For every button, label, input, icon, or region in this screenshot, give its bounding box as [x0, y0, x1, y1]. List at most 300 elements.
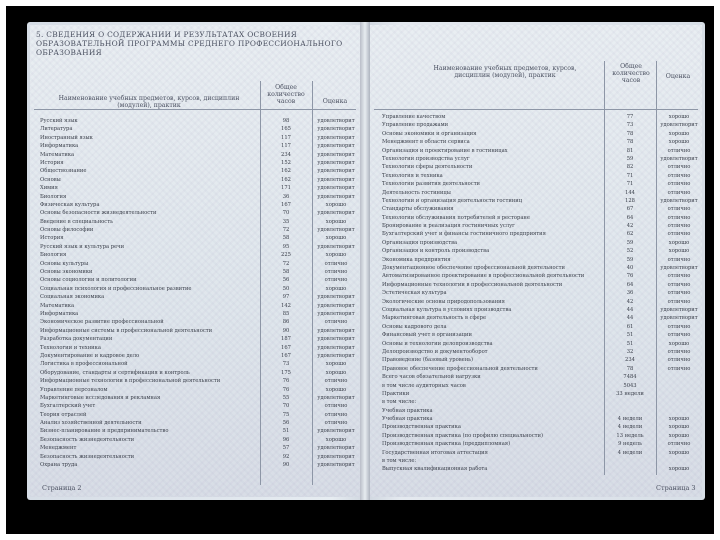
grade-cell: удовлетворит [317, 294, 355, 301]
subject-cell: Бухгалтерский учет и финансы гостиничного предприятия [382, 231, 546, 238]
grade-cell: отлично [667, 281, 691, 288]
table-row [30, 167, 360, 175]
hours-cell: 67 [626, 206, 634, 213]
hours-cell: 152 [281, 159, 291, 166]
hours-cell: 76 [626, 273, 634, 280]
hours-cell: 5043 [623, 382, 637, 389]
grade-cell: хорошо [325, 235, 347, 242]
table-header-rule [34, 109, 356, 110]
subject-cell: в том числе аудиторных часов [382, 382, 466, 389]
grade-cell: отлично [667, 172, 691, 179]
subject-cell: Правовое обеспечение профессиональной деятельности [382, 365, 538, 372]
table-row [30, 394, 360, 402]
table-row [370, 197, 702, 205]
grade-cell: отлично [667, 147, 691, 154]
subject-cell: Организация и контроль производства [382, 248, 490, 255]
diploma-supplement-spread [27, 22, 705, 500]
subject-cell: Русский язык и культура речи [40, 243, 125, 250]
subject-cell: Информационные технологии в профессиональной деятельности [40, 378, 221, 385]
table-row [30, 310, 360, 318]
subject-cell: История [40, 159, 64, 166]
grade-cell: хорошо [668, 449, 690, 456]
hours-cell: 4 недели [617, 416, 643, 423]
grade-cell: удовлетворит [317, 143, 355, 150]
table-row [370, 390, 702, 398]
hours-cell: 82 [626, 164, 634, 171]
subject-cell: Основы экономики [40, 269, 93, 276]
table-header-rule [374, 109, 698, 110]
table-row [370, 230, 702, 238]
table-row [370, 314, 702, 322]
table-row [30, 436, 360, 444]
subject-cell: Основы экономики и организация [382, 130, 477, 137]
table-row [370, 121, 702, 129]
hours-cell: 50 [282, 285, 290, 292]
subject-cell: Бизнес-планирование и предпринимательство [40, 428, 169, 435]
grade-cell: удовлетворит [317, 193, 355, 200]
hours-cell: 76 [282, 386, 290, 393]
hours-cell: 165 [281, 126, 291, 133]
table-row [30, 234, 360, 242]
grade-cell: удовлетворит [317, 310, 355, 317]
grade-cell: отлично [667, 348, 691, 355]
subject-cell: Русский язык [40, 118, 78, 124]
grade-cell: удовлетворит [317, 394, 355, 401]
subject-cell: Деятельность гостиницы [382, 189, 451, 196]
subject-cell: Основы философии [40, 227, 94, 234]
table-row [30, 268, 360, 276]
right-table-body [370, 113, 702, 474]
hours-cell: 73 [282, 361, 290, 368]
subject-cell: Основы безопасности жизнедеятельности [40, 210, 157, 217]
hours-cell: 64 [626, 214, 634, 221]
table-row [30, 218, 360, 226]
table-row [30, 184, 360, 192]
grade-cell: удовлетворит [317, 126, 355, 133]
subject-cell: в том числе: [382, 458, 417, 465]
hours-cell: 33 недели [616, 390, 644, 397]
hours-cell: 58 [282, 235, 290, 242]
grade-cell: удовлетворит [317, 462, 355, 469]
table-row [30, 276, 360, 284]
table-row [370, 256, 702, 264]
hours-cell: 7484 [623, 374, 637, 381]
subject-cell: Документирование и кадровое дело [40, 352, 140, 359]
subject-cell: Правоведение (базовый уровень) [382, 357, 474, 364]
grade-cell: удовлетворит [660, 122, 698, 129]
table-row [370, 340, 702, 348]
hours-cell: 162 [281, 176, 291, 183]
grade-cell: удовлетворит [660, 306, 698, 313]
grade-cell: хорошо [668, 248, 690, 255]
grade-cell: отлично [324, 277, 348, 284]
subject-cell: Оборудование, стандарты и сертификация и контроль [40, 369, 190, 376]
hours-cell: 234 [281, 151, 291, 158]
page-footer: Страница 2 [42, 484, 82, 492]
subject-cell: Организация производства [382, 239, 458, 246]
hours-cell: 73 [626, 122, 634, 129]
table-row [30, 117, 360, 125]
hours-cell: 56 [282, 277, 290, 284]
grade-cell: хорошо [668, 416, 690, 423]
hours-cell: 72 [282, 227, 290, 234]
table-row [30, 411, 360, 419]
table-row [30, 285, 360, 293]
hours-cell: 52 [626, 248, 634, 255]
subject-cell: Учебная практика [382, 407, 433, 414]
grade-cell: отлично [667, 357, 691, 364]
hours-cell: 90 [282, 462, 290, 469]
table-row [370, 147, 702, 155]
table-row [30, 444, 360, 452]
table-row [370, 449, 702, 457]
grade-cell: хорошо [325, 201, 347, 208]
grade-cell: хорошо [668, 424, 690, 431]
hours-cell: 142 [281, 302, 291, 309]
table-row [30, 427, 360, 435]
hours-cell: 167 [281, 344, 291, 351]
hours-cell: 117 [281, 143, 291, 150]
table-row [370, 222, 702, 230]
subject-cell: в том числе: [382, 399, 417, 406]
hours-cell: 225 [281, 252, 291, 259]
grade-cell: удовлетворит [317, 243, 355, 250]
grade-cell: удовлетворит [317, 336, 355, 343]
subject-cell: Математика [40, 151, 75, 158]
table-row [370, 138, 702, 146]
subject-cell: Бронирование и реализация гостиничных услуг [382, 223, 515, 230]
table-row [30, 453, 360, 461]
table-row [370, 457, 702, 465]
subject-cell: Финансовый учет в организации [382, 332, 472, 339]
subject-cell: Экономика предприятия [382, 256, 451, 263]
table-row [30, 302, 360, 310]
subject-cell: Физическая культура [40, 201, 100, 208]
subject-cell: Экономическое развитие профессиональной [40, 319, 164, 326]
grade-cell: удовлетворит [317, 210, 355, 217]
grade-cell: отлично [667, 273, 691, 280]
hours-cell: 81 [626, 147, 634, 154]
subject-cell: Бухгалтерский учет [40, 403, 96, 410]
hours-cell: 97 [282, 294, 290, 301]
column-header-subject: Наименование учебных предметов, курсов, дисциплин (модулей), практик [58, 95, 240, 109]
subject-cell: Маркетинговые исследования и рекламная [40, 394, 161, 401]
grade-cell: удовлетворит [660, 155, 698, 162]
table-row [30, 209, 360, 217]
subject-cell: Логистика в профессиональной [40, 361, 128, 368]
subject-cell: Безопасность жизнедеятельности [40, 436, 135, 443]
table-row [370, 155, 702, 163]
table-row [370, 247, 702, 255]
grade-cell: отлично [324, 260, 348, 267]
subject-cell: Безопасность жизнедеятельности [40, 453, 135, 460]
subject-cell: Менеджмент [40, 445, 77, 452]
table-row [370, 239, 702, 247]
grade-cell: отлично [324, 403, 348, 410]
grade-cell: хорошо [668, 239, 690, 246]
hours-cell: 128 [625, 197, 635, 204]
hours-cell: 144 [625, 189, 635, 196]
table-row [370, 163, 702, 171]
table-row [30, 335, 360, 343]
table-row [30, 176, 360, 184]
table-row [370, 180, 702, 188]
subject-cell: Социальная психология и профессиональное развитие [40, 285, 192, 292]
hours-cell: 175 [281, 369, 291, 376]
table-row [30, 344, 360, 352]
hours-cell: 95 [282, 243, 290, 250]
grade-cell: удовлетворит [317, 344, 355, 351]
grade-cell: хорошо [668, 432, 690, 439]
grade-cell: отлично [667, 332, 691, 339]
subject-cell: Теория отраслей [40, 411, 87, 418]
grade-cell: отлично [667, 181, 691, 188]
left-page [30, 25, 360, 497]
table-row [370, 264, 702, 272]
hours-cell: 36 [282, 193, 290, 200]
table-row [30, 461, 360, 469]
hours-cell: 117 [281, 134, 291, 141]
subject-cell: Технологии и организация деятельности гостиниц [382, 197, 523, 204]
table-row [30, 318, 360, 326]
hours-cell: 56 [282, 420, 290, 427]
subject-cell: Организация и проектирование в гостиницах [382, 147, 508, 154]
subject-cell: Технология и техника [382, 172, 443, 179]
grade-cell: удовлетворит [317, 168, 355, 175]
subject-cell: Обществознание [40, 168, 87, 175]
table-row [370, 306, 702, 314]
hours-cell: 42 [626, 298, 634, 305]
hours-cell: 55 [282, 394, 290, 401]
grade-cell: отлично [667, 189, 691, 196]
grade-cell: хорошо [668, 340, 690, 347]
subject-cell: Технологии обслуживания потребителей в ресторане [382, 214, 530, 221]
grade-cell: отлично [667, 290, 691, 297]
subject-cell: Анализ хозяйственной деятельности [40, 420, 142, 427]
table-row [370, 440, 702, 448]
subject-cell: Управление персоналом [40, 386, 108, 393]
table-row [370, 465, 702, 473]
subject-cell: Информационные системы в профессиональной деятельности [40, 327, 213, 334]
table-row [30, 251, 360, 259]
table-row [370, 356, 702, 364]
hours-cell: 9 недель [618, 441, 642, 448]
hours-cell: 13 недель [616, 432, 644, 439]
table-row [30, 293, 360, 301]
grade-cell: отлично [667, 298, 691, 305]
table-row [370, 205, 702, 213]
table-row [370, 214, 702, 222]
table-row [370, 432, 702, 440]
hours-cell: 62 [626, 231, 634, 238]
grade-cell: удовлетворит [317, 134, 355, 141]
table-row [30, 125, 360, 133]
grade-cell: удовлетворит [317, 227, 355, 234]
table-row [370, 323, 702, 331]
hours-cell: 35 [282, 218, 290, 225]
subject-cell: Социальная культура в условиях производства [382, 306, 512, 313]
column-header-grade: Оценка [322, 98, 348, 105]
grade-cell: отлично [667, 441, 691, 448]
column-header-subject: Наименование учебных предметов, курсов, дисциплин (модулей), практик [433, 65, 577, 79]
hours-cell: 32 [626, 348, 634, 355]
page-footer: Страница 3 [656, 484, 696, 492]
subject-cell: Практики [382, 390, 410, 397]
table-row [30, 402, 360, 410]
subject-cell: Технологии производства услуг [382, 155, 470, 162]
subject-cell: Биология [40, 252, 67, 259]
column-header-grade: Оценка [665, 73, 691, 80]
grade-cell: отлично [667, 256, 691, 263]
subject-cell: Управление продажами [382, 122, 449, 129]
subject-cell: Социальная экономика [40, 294, 105, 301]
grade-cell: отлично [667, 164, 691, 171]
left-table-body [30, 117, 360, 469]
grade-cell: удовлетворит [317, 185, 355, 192]
table-row [30, 377, 360, 385]
hours-cell: 42 [626, 223, 634, 230]
hours-cell: 44 [626, 306, 634, 313]
subject-cell: Математика [40, 302, 75, 309]
hours-cell: 58 [282, 269, 290, 276]
hours-cell: 51 [282, 428, 290, 435]
hours-cell: 78 [626, 365, 634, 372]
hours-cell: 51 [626, 332, 634, 339]
subject-cell: Литература [40, 126, 73, 133]
hours-cell: 4 недели [617, 449, 643, 456]
grade-cell: хорошо [668, 114, 690, 120]
grade-cell: отлично [324, 319, 348, 326]
grade-cell: отлично [667, 214, 691, 221]
grade-cell: удовлетворит [317, 151, 355, 158]
column-header-hours: Общее количество часов [612, 63, 650, 84]
subject-cell: Эстетическая культура [382, 290, 447, 297]
subject-cell: Всего часов обязательной нагрузки [382, 374, 481, 381]
grade-cell: удовлетворит [317, 445, 355, 452]
table-row [370, 373, 702, 381]
hours-cell: 71 [626, 172, 634, 179]
grade-cell: отлично [324, 411, 348, 418]
subject-cell: Экологические основы природопользования [382, 298, 505, 305]
hours-cell: 61 [626, 323, 634, 330]
hours-cell: 78 [626, 130, 634, 137]
table-row [370, 189, 702, 197]
table-row [30, 226, 360, 234]
table-row [370, 172, 702, 180]
hours-cell: 98 [282, 118, 290, 124]
hours-cell: 40 [626, 265, 634, 272]
grade-cell: удовлетворит [317, 453, 355, 460]
hours-cell: 78 [626, 139, 634, 146]
subject-cell: Информатика [40, 143, 79, 150]
grade-cell: хорошо [668, 130, 690, 137]
subject-cell: Основы [40, 176, 61, 183]
subject-cell: Технологии сферы деятельности [382, 164, 473, 171]
hours-cell: 59 [626, 155, 634, 162]
hours-cell: 96 [282, 436, 290, 443]
subject-cell: Основы кадрового дела [382, 323, 447, 330]
subject-cell: Биология [40, 193, 67, 200]
grade-cell: хорошо [325, 436, 347, 443]
hours-cell: 64 [626, 281, 634, 288]
hours-cell: 44 [626, 315, 634, 322]
subject-cell: Менеджмент в области сервиса [382, 139, 470, 146]
column-header-hours: Общее количество часов [267, 84, 305, 105]
subject-cell: Основы и технологии делопроизводства [382, 340, 493, 347]
grade-cell: удовлетворит [660, 315, 698, 322]
hours-cell: 85 [282, 310, 290, 317]
table-row [30, 369, 360, 377]
table-row [30, 142, 360, 150]
subject-cell: Иностранный язык [40, 134, 93, 141]
subject-cell: Выпускная квалификационная работа [382, 466, 488, 473]
grade-cell: отлично [324, 378, 348, 385]
subject-cell: Производственная практика (по профилю специальности) [382, 432, 544, 439]
hours-cell: 171 [281, 185, 291, 192]
table-row [30, 260, 360, 268]
hours-cell: 70 [282, 210, 290, 217]
hours-cell: 76 [282, 378, 290, 385]
table-row [30, 193, 360, 201]
table-row [370, 289, 702, 297]
grade-cell: удовлетворит [317, 327, 355, 334]
grade-cell: удовлетворит [660, 197, 698, 204]
grade-cell: удовлетворит [317, 302, 355, 309]
grade-cell: удовлетворит [317, 176, 355, 183]
hours-cell: 167 [281, 352, 291, 359]
table-row [30, 134, 360, 142]
hours-cell: 234 [625, 357, 635, 364]
subject-cell: Производственная практика (преддипломная) [382, 441, 511, 448]
grade-cell: хорошо [325, 218, 347, 225]
table-row [30, 419, 360, 427]
table-row [370, 113, 702, 121]
grade-cell: удовлетворит [317, 118, 355, 124]
grade-cell: отлично [667, 365, 691, 372]
right-page [370, 25, 702, 497]
table-row [370, 382, 702, 390]
grade-cell: удовлетворит [317, 159, 355, 166]
table-row [30, 327, 360, 335]
subject-cell: Информационные технологии в профессиональной деятельности [382, 281, 563, 288]
hours-cell: 70 [282, 403, 290, 410]
table-row [30, 352, 360, 360]
subject-cell: История [40, 235, 64, 242]
grade-cell: отлично [667, 323, 691, 330]
table-row [30, 386, 360, 394]
table-row [30, 159, 360, 167]
grade-cell: хорошо [325, 361, 347, 368]
hours-cell: 72 [282, 260, 290, 267]
table-row [370, 272, 702, 280]
subject-cell: Основы культуры [40, 260, 89, 267]
hours-cell: 57 [282, 445, 290, 452]
grade-cell: удовлетворит [317, 352, 355, 359]
hours-cell: 167 [281, 201, 291, 208]
grade-cell: хорошо [668, 466, 690, 473]
table-row [370, 407, 702, 415]
subject-cell: Технологии и техника [40, 344, 101, 351]
subject-cell: Стандарты обслуживания [382, 206, 454, 213]
subject-cell: Информатика [40, 310, 79, 317]
hours-cell: 90 [282, 327, 290, 334]
hours-cell: 4 недели [617, 424, 643, 431]
grade-cell: отлично [324, 420, 348, 427]
hours-cell: 36 [626, 290, 634, 297]
table-row [30, 151, 360, 159]
table-row [370, 398, 702, 406]
subject-cell: Химия [40, 185, 58, 192]
